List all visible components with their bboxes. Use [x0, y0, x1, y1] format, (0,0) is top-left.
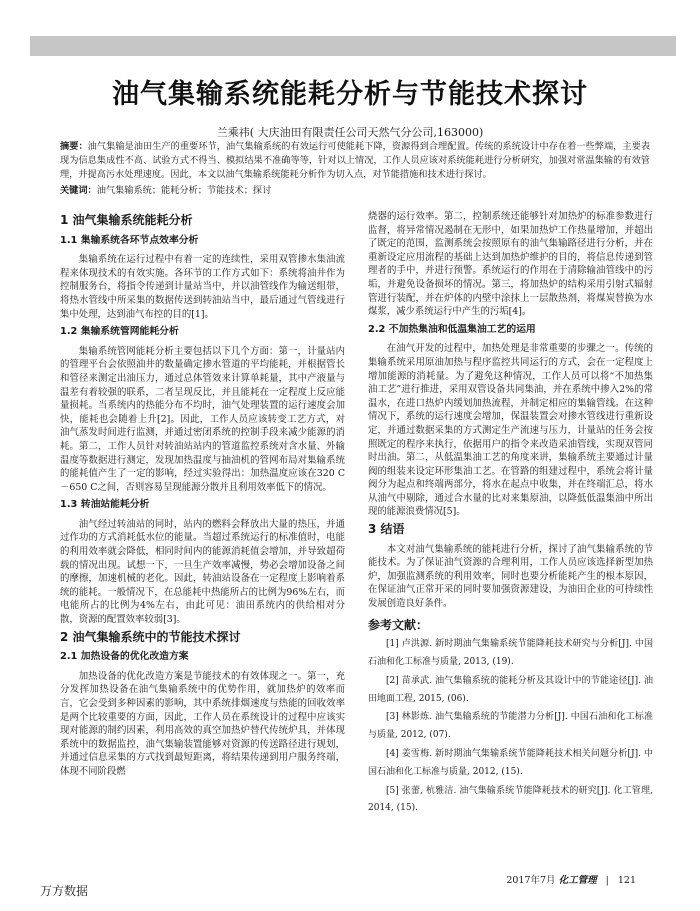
abstract-text: 油气集输是油田生产的重要环节，油气集输系统的有效运行可使能耗下降，资源得到合理配置。传统的系统设计中存在着一些弊端，主要表现为信息集成性不高、试验方式不得当、模拟结果不准确等等，针对以上情况，工作人员应该对系统能耗进行分析研究，加强对常温集输的有效管理，并提高污水处理速度。因此，本文以油气集输系统能耗分析作为切入点，对节能措施和技术进行探讨。	[60, 141, 651, 180]
paragraph: 烧器的运行效率。第二，控制系统还能够针对加热炉的标准参数进行监督，将异常情况遏制在无形中，如果加热炉工作热量增加，并超出了既定的范围，监测系统会按照原有的油气集输路径进行分析，并在重新设定应用流程的基础上达到加热炉维护的目的，将信息传递到管理者的手中，并进行预警。系统运行的作用在于清除输油管线中的污垢，并避免设备损坏的情况。第三，将加热炉的结构采用引射式辐射管进行装配，并在炉体的内壁中涂抹上一层散热剂，将煤炭替换为水煤浆，减少系统运行中产生的污垢[4]。	[368, 211, 653, 318]
footer-separator: |	[605, 875, 609, 886]
paragraph: 集输系统在运行过程中有着一定的连续性，采用双管掺水集油流程来体现技术的有效实施。各环节的工作方式如下：系统将油井作为控制服务台，将指令传递到计量站当中，并以油管线作为输送组带，将热水管线中所采集的数据传送到转油站当中，最后通过气管线进行集中处理，达到油气布控的目的[1]。	[60, 254, 345, 320]
reference-item: [1] 卢洪源. 新时期油气集输系统节能降耗技术研究与分析[J]. 中国石油和化工标准与质量, 2013, (19).	[368, 639, 653, 668]
right-column	[368, 210, 653, 819]
page-footer	[506, 872, 636, 886]
reference-item: [4] 姜雪梅. 新时期油气集输系统节能降耗技术相关问题分析[J]. 中国石油和化工标准与质量, 2012, (15).	[368, 749, 653, 777]
header-bar	[30, 36, 676, 56]
left-column	[60, 210, 345, 780]
paragraph: 本文对油气集输系统的能耗进行分析，探讨了油气集输系统的节能技术。为了保证油气资源的合理利用，工作人员应该选择新型加热炉，加强监测系统的利用效率，同时也要分析能耗产生的根本原因，在保证油气正常开采的同时要加强资源建设，为油田企业的可持续性发展创造良好条件。	[368, 543, 653, 610]
keywords-label: 关键词：	[60, 185, 97, 196]
section-heading: 2 油气集输系统中的节能技术探讨	[60, 629, 241, 644]
brand-watermark: 万方数据	[40, 884, 89, 898]
abstract-label: 摘要：	[60, 141, 88, 152]
paragraph: 集输系统管网能耗分析主要包括以下几个方面：第一，计量站内的管理平台会依照油井的数量确定掺水管道的平均能耗，并根据管长和管径来测定出油压力，通过总体管效来计算单耗量，其中产液量与温差有着较强的联系，二者呈现反比，并且能耗在一定程度上反应能量损耗。当系统内的热能分布不均时，油气处理装置的运行速度会加快，能耗也会随着上升[2]。因此，工作人员应该转变工艺方式，对油气蒸发时间进行监测，并通过密闭系统的控制手段来减少能源的消耗。第二，工作人员针对转油站站内的管道监控系统对含水量、外输温度等数据进行测定，发现加热温度与抽油机的管网布局对集输系统的能耗值产生了一定的影响，经过实验得出：加热温度应该在320 C－650 C之间，否则容易呈现能源分散并且利用效率低下的情况。	[60, 345, 345, 493]
page-number: 121	[617, 875, 636, 886]
references-heading: 参考文献：	[368, 617, 429, 632]
page-title: 油气集输系统能耗分析与节能技术探讨	[112, 79, 588, 110]
journal-name: 化工管理	[558, 875, 597, 886]
section-heading: 3 结语	[368, 522, 405, 537]
paragraph: 在油气开发的过程中，加热处理是非常重要的步骤之一。传统的集输系统采用原油加热与程序监控共同运行的方式，会在一定程度上增加能源的消耗量。为了避免这种情况，工作人员可以将“不加热集油工艺”进行推进，采用双管设备共同集油，并在系统中掺入2%的常温水，在进口热炉内缓划加热流程，并制定相应的集输管线。在这种情况下，系统的运行速度会增加，保温装置会对掺水管线进行重新设定，并通过数据采集的方式测定生产流速与压力，计量站的任务会按照既定的程序来执行，依据用户的指令来改造采油管线，实现双管同时出油。第二，从低温集油工艺的角度来讲，集输系统主要通过计量阀的组装来设定环形集油工艺。在管路的组建过程中，系统会将计量阀分为起点和终端两部分，将水在起点中收集，并在终端汇总，将水从油气中剔除，通过合水量的比对来集原油，以降低低温集油中所出现的能源浪费情况[5]。	[368, 343, 653, 518]
author-line: 兰乘祎( 大庆油田有限责任公司天然气分公司,163000)	[216, 126, 484, 139]
paragraph: 油气经过转油站的同时，站内的燃料会释放出大量的热压，并通过作功的方式消耗低水位的能量。当超过系统运行的标准值时，电能的利用效率就会降低，相同时间内的能源消耗值会增加，并导致超荷载的情况出现。试想一下，一旦生产效率减慢，势必会增加设备之间的摩擦，加速机械的老化。因此，转油站设备在一定程度上影响着系统的能耗。一般情况下，在总能耗中热能所占的比例为96%左右，而电能所占的比例为4%左右，由此可见：油田系统内的供给相对分散，资源的配置效率较弱[3]。	[60, 518, 345, 626]
reference-item: [2] 苗承武. 油气集输系统的能耗分析及其设计中的节能途径[J]. 油田地面工程, 2015, (06).	[368, 675, 653, 704]
abstract	[60, 140, 650, 182]
subsection-heading: 2.2 不加热集油和低温集油工艺的运用	[368, 323, 536, 335]
subsection-heading: 1.1 集输系统各环节点效率分析	[60, 234, 199, 246]
section-heading: 1 油气集输系统能耗分析	[60, 213, 193, 227]
keywords	[60, 184, 650, 198]
subsection-heading: 2.1 加热设备的优化改造方案	[60, 651, 189, 663]
issue-date: 2017年7月	[506, 875, 556, 886]
subsection-heading: 1.3 转油站能耗分析	[60, 499, 150, 511]
reference-item: [5] 张蕾, 杭雅洁. 油气集输系统节能降耗技术的研究[J]. 化工管理, 2014, (15).	[368, 785, 653, 814]
keywords-text: 油气集输系统；能耗分析；节能技术；探讨	[96, 185, 272, 196]
reference-item: [3] 林影炼. 油气集输系统的节能潜力分析[J]. 中国石油和化工标准与质量, 2012, (07).	[368, 712, 653, 741]
subsection-heading: 1.2 集输系统管网能耗分析	[60, 326, 179, 338]
paragraph: 加热设备的优化改造方案是节能技术的有效体现之一。第一，充分发挥加热设备在油气集输系统中的优势作用，就加热炉的效率而言，它会受到多种因素的影响，其中系统排烟速度与热能的回收效率是两个比较重要的方面，因此，工作人员在系统设计的过程中应该实现对能源的制约因素，利用高效的真空加热炉替代传统炉具，并体现系统中的数据监控，油气集输装置能够对资源的传送路径进行规划，并通过信息采集的方式找到最短距离，将结果传递到用户服务终端，体现不同阶段燃	[60, 670, 345, 777]
